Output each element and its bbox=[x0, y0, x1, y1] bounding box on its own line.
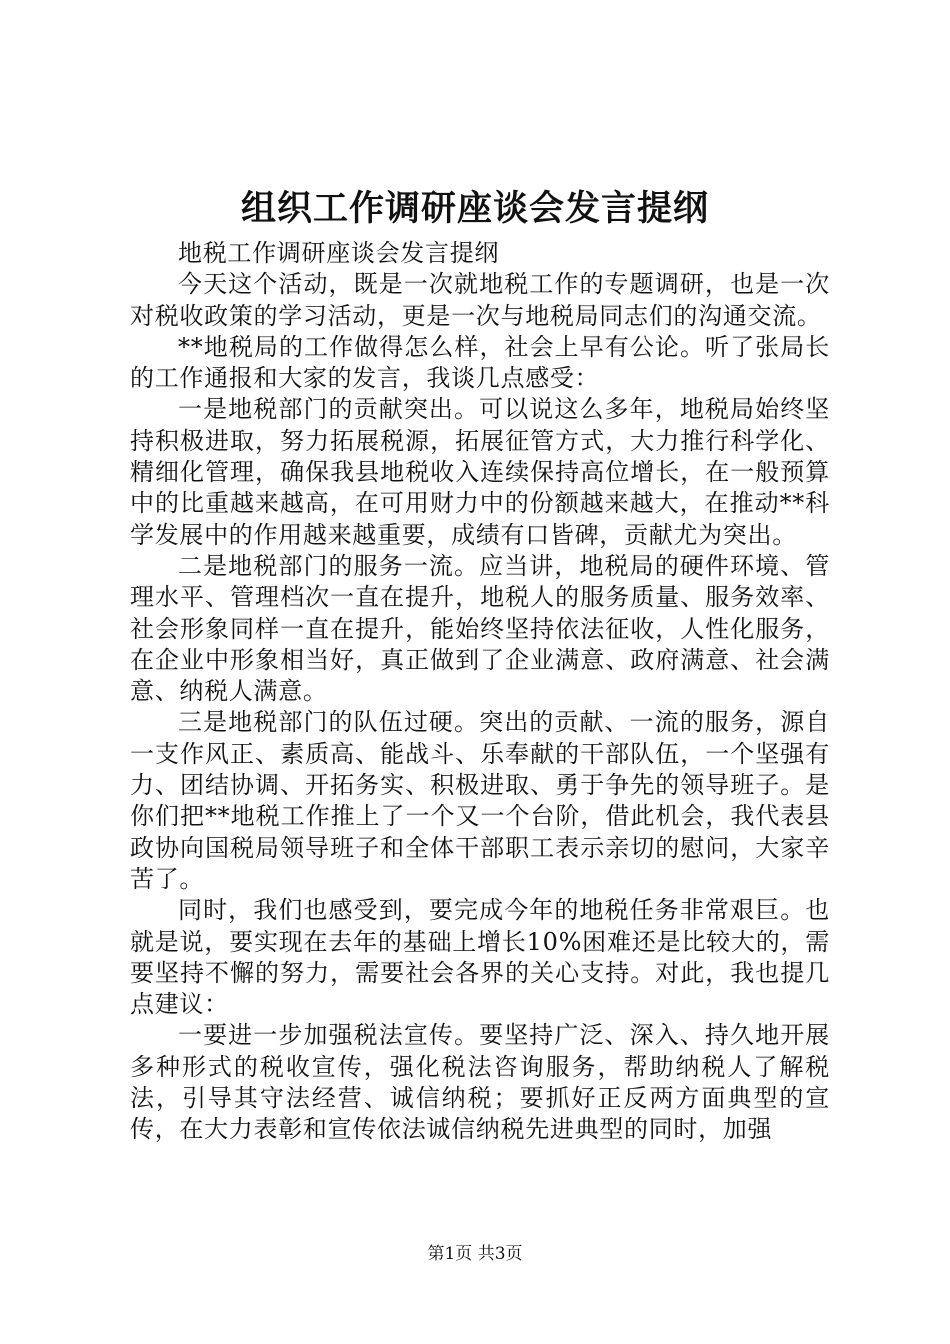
document-body bbox=[130, 238, 830, 1146]
paragraph-suggestion-one: 一要进一步加强税法宣传。要坚持广泛、深入、持久地开展多种形式的税收宣传，强化税法咨询服务，帮助纳税人了解税法，引导其守法经营、诚信纳税；要抓好正反两方面典型的宣传，在大力表彰和宣传依法诚信纳税先进典型的同时，加强 bbox=[130, 1021, 830, 1144]
paragraph-point-three: 三是地税部门的队伍过硬。突出的贡献、一流的服务，源自一支作风正、素质高、能战斗、乐奉献的干部队伍，一个坚强有力、团结协调、开拓务实、积极进取、勇于争先的领导班子。是你们把**地税工作推上了一个又一个台阶，借此机会，我代表县政协向国税局领导班子和全体干部职工表示亲切的慰问，大家辛苦了。 bbox=[130, 708, 830, 893]
paragraph-point-two: 二是地税部门的服务一流。应当讲，地税局的硬件环境、管理水平、管理档次一直在提升，地税人的服务质量、服务效率、社会形象同样一直在提升，能始终坚持依法征收，人性化服务，在企业中形象相当好，真正做到了企业满意、政府满意、社会满意、纳税人满意。 bbox=[130, 551, 830, 706]
paragraph-subtitle: 地税工作调研座谈会发言提纲 bbox=[178, 239, 500, 267]
paragraph-intro: 今天这个活动，既是一次就地税工作的专题调研，也是一次对税收政策的学习活动，更是一次与地税局同志们的沟通交流。 bbox=[130, 270, 830, 330]
page-footer: 第1页 共3页 bbox=[427, 1244, 523, 1264]
paragraph-challenges: 同时，我们也感受到，要完成今年的地税任务非常艰巨。也就是说，要实现在去年的基础上增长10%困难还是比较大的，需要坚持不懈的努力，需要社会各界的关心支持。对此，我也提几点建议： bbox=[130, 896, 830, 1019]
document-title: 组织工作调研座谈会发言提纲 bbox=[240, 188, 709, 229]
paragraph-point-one: 一是地税部门的贡献突出。可以说这么多年，地税局始终坚持积极进取，努力拓展税源，拓展征管方式，大力推行科学化、精细化管理，确保我县地税收入连续保持高位增长，在一般预算中的比重越来越高，在可用财力中的份额越来越大，在推动**科学发展中的作用越来越重要，成绩有口皆碑，贡献尤为突出。 bbox=[130, 395, 830, 549]
paragraph-opinion: **地税局的工作做得怎么样，社会上早有公论。听了张局长的工作通报和大家的发言，我谈几点感受： bbox=[130, 332, 830, 393]
